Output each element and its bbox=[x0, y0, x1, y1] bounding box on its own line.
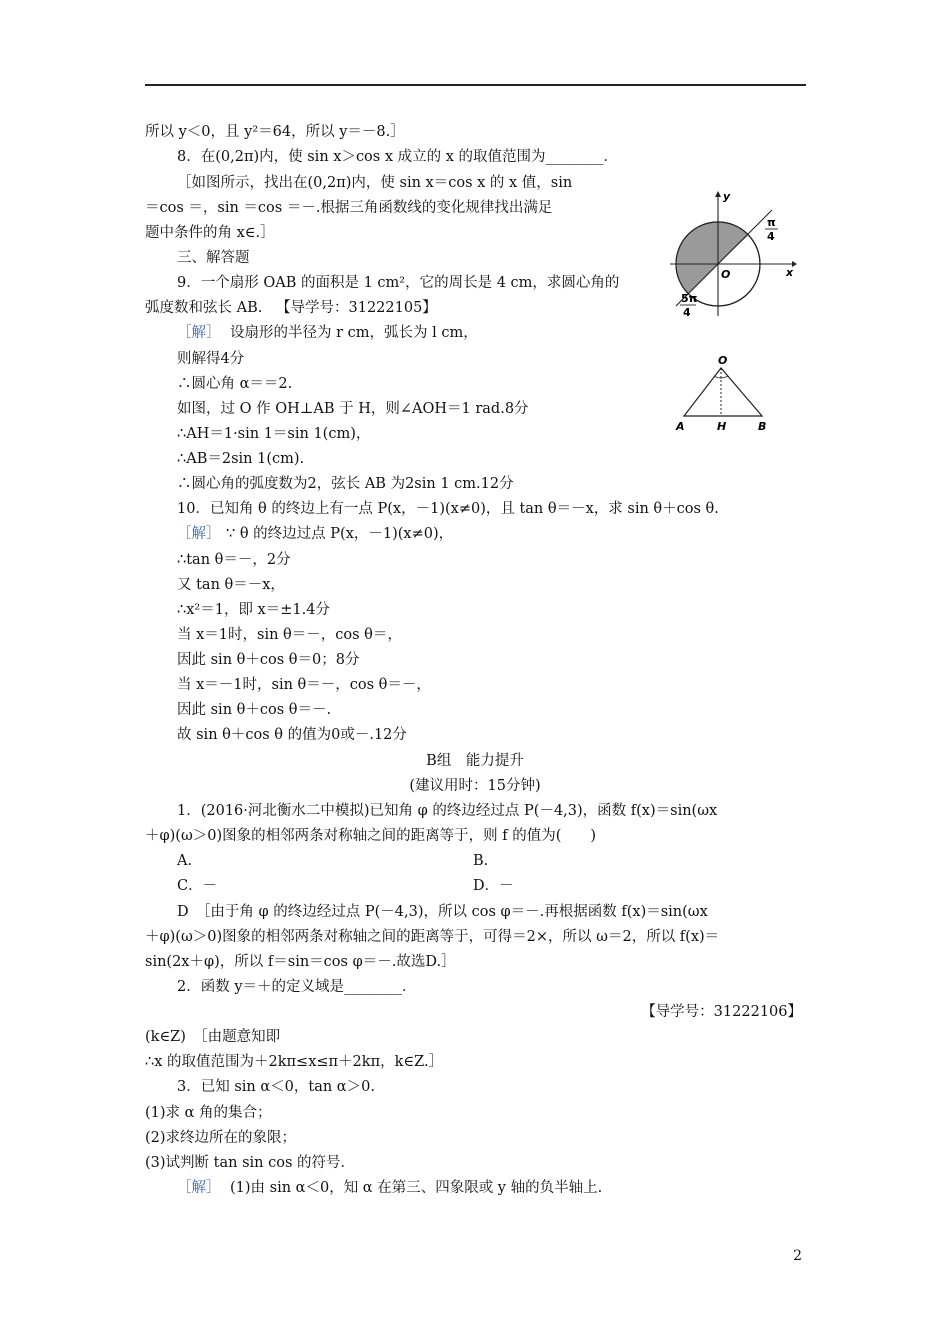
option-c: C．－ bbox=[177, 878, 218, 894]
text-line: 当 x＝－1时，sin θ＝－，cos θ＝－， bbox=[177, 677, 431, 693]
text-line: (3)试判断 tan sin cos 的符号． bbox=[145, 1155, 355, 1171]
y-axis-label: y bbox=[723, 190, 731, 203]
triangle-oab bbox=[684, 368, 762, 416]
page-number: 2 bbox=[793, 1248, 802, 1264]
guide-number: 【导学号：31222106】 bbox=[641, 1004, 802, 1020]
text-line: 题中条件的角 x∈.］ bbox=[145, 225, 275, 241]
text-line: (1)由 sin α＜0，知 α 在第三、四象限或 y 轴的负半轴上. bbox=[230, 1180, 603, 1196]
vertex-a-label: A bbox=[676, 420, 685, 433]
text-line: ＋φ)(ω＞0)图象的相邻两条对称轴之间的距离等于，则 f 的值为( ) bbox=[145, 828, 597, 844]
text-line: (k∈Z) ［由题意知即 bbox=[145, 1029, 281, 1045]
header-rule bbox=[145, 84, 806, 86]
x-axis-label: x bbox=[786, 266, 794, 279]
text-line: 故 sin θ＋cos θ 的值为0或－.12分 bbox=[177, 727, 407, 743]
text-line: ∴tan θ＝－，2分 bbox=[177, 552, 291, 568]
text-line: 如图，过 O 作 OH⊥AB 于 H，则∠AOH＝1 rad.8分 bbox=[177, 401, 529, 417]
vertex-b-label: B bbox=[758, 420, 767, 433]
solution-tag: ［解］ bbox=[177, 1180, 221, 1196]
triangle-figure bbox=[670, 352, 780, 434]
option-a: A. bbox=[177, 853, 193, 869]
pi-over-4-denominator: 4 bbox=[767, 230, 775, 243]
text-line: 则解得4分 bbox=[177, 351, 245, 367]
vertex-o-label: O bbox=[718, 354, 728, 367]
question-b2: 2．函数 y＝＋的定义域是________． bbox=[177, 979, 417, 995]
text-line: 弧度数和弦长 AB. bbox=[145, 300, 263, 316]
text-line: ∴AB＝2sin 1(cm). bbox=[177, 451, 305, 467]
guide-number: 【导学号：31222105】 bbox=[276, 300, 437, 316]
question-10: 10．已知角 θ 的终边上有一点 P(x，－1)(x≠0)，且 tan θ＝－x，求 sin θ＋cos θ. bbox=[177, 501, 719, 517]
answer-b1: D ［由于角 φ 的终边经过点 P(－4,3)，所以 cos φ＝－.再根据函数 f(x)＝sin(ωx bbox=[177, 904, 708, 920]
text-line: (2)求终边所在的象限； bbox=[145, 1130, 297, 1146]
option-b: B. bbox=[473, 853, 489, 869]
text-line: ∴圆心角的弧度数为2，弦长 AB 为2sin 1 cm.12分 bbox=[177, 476, 514, 492]
pi-over-4-numerator: π bbox=[767, 216, 776, 229]
question-b1: 1．(2016·河北衡水二中模拟)已知角 φ 的终边经过点 P(－4,3)，函数 f(x)＝sin(ωx bbox=[177, 803, 718, 819]
origin-label: O bbox=[721, 268, 731, 281]
solution-tag: ［解］ bbox=[177, 526, 221, 542]
foot-h-label: H bbox=[717, 420, 727, 433]
text-line: ∴圆心角 α＝＝2. bbox=[177, 376, 293, 392]
question-9: 9．一个扇形 OAB 的面积是 1 cm²，它的周长是 4 cm，求圆心角的 bbox=[177, 275, 620, 291]
text-line: 又 tan θ＝－x， bbox=[177, 577, 285, 593]
section-heading: 三、解答题 bbox=[177, 250, 250, 266]
unit-circle-figure bbox=[668, 188, 798, 320]
text-line: ∴x 的取值范围为＋2kπ≤x≤π＋2kπ，k∈Z.］ bbox=[145, 1054, 444, 1070]
five-pi-over-4-denominator: 4 bbox=[683, 306, 691, 319]
group-heading: B组 能力提升 bbox=[426, 753, 524, 769]
text-line: ∵ θ 的终边过点 P(x，－1)(x≠0)， bbox=[226, 526, 454, 542]
text-line: ［如图所示，找出在(0,2π)内，使 sin x＝cos x 的 x 值，sin bbox=[177, 175, 573, 191]
five-pi-over-4-numerator: 5π bbox=[681, 292, 698, 305]
text-line: 因此 sin θ＋cos θ＝－. bbox=[177, 702, 332, 718]
solution-tag: ［解］ bbox=[177, 325, 221, 341]
text-line: (1)求 α 角的集合； bbox=[145, 1105, 272, 1121]
text-line: 所以 y＜0，且 y²＝64，所以 y＝－8.］ bbox=[145, 124, 405, 140]
text-line: ＝cos ＝，sin ＝cos ＝－.根据三角函数线的变化规律找出满足 bbox=[145, 200, 553, 216]
text-line: 设扇形的半径为 r cm，弧长为 l cm， bbox=[230, 325, 478, 341]
text-line: ∴AH＝1·sin 1＝sin 1(cm)， bbox=[177, 426, 371, 442]
text-line: ＋φ)(ω＞0)图象的相邻两条对称轴之间的距离等于，可得＝2×，所以 ω＝2，所以 f(x)＝ bbox=[145, 929, 720, 945]
question-8: 8．在(0,2π)内，使 sin x＞cos x 成立的 x 的取值范围为________． bbox=[177, 149, 619, 165]
option-d: D．－ bbox=[473, 878, 514, 894]
text-line: 当 x＝1时，sin θ＝－，cos θ＝， bbox=[177, 627, 402, 643]
question-b3: 3．已知 sin α＜0，tan α＞0. bbox=[177, 1079, 375, 1095]
suggested-time: (建议用时：15分钟) bbox=[409, 778, 541, 794]
text-line: 因此 sin θ＋cos θ＝0；8分 bbox=[177, 652, 360, 668]
text-line: sin(2x＋φ)，所以 f＝sin＝cos φ＝－.故选D.］ bbox=[145, 954, 456, 970]
text-line: ∴x²＝1，即 x＝±1.4分 bbox=[177, 602, 330, 618]
